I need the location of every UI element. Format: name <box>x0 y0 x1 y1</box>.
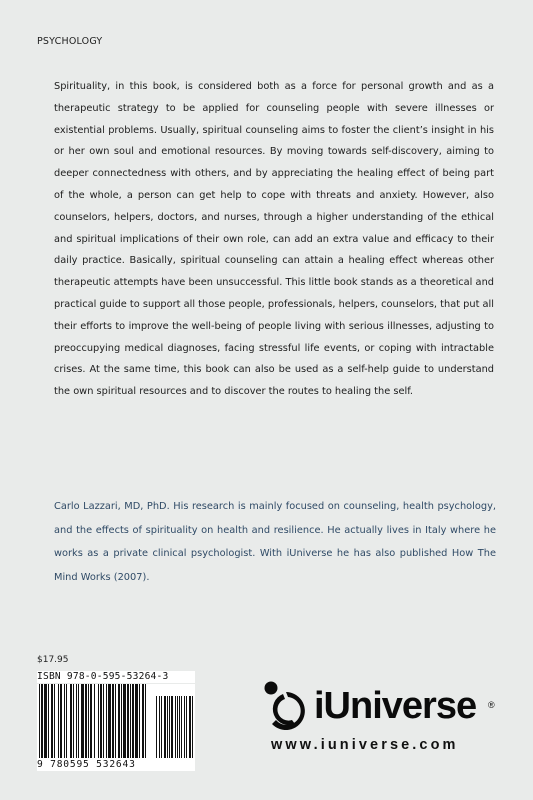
book-description: Spirituality, in this book, is considered both as a force for personal growth and as a therapeutic strategy to be applied for counseling people with severe illnesses or existential problems. Usually, spiritual counseling aims to foster the client’s insight in his or her own soul and emotional resources. By moving towards self-discovery, aiming to deeper connectedness with others, and by appreciating the healing effect of being part of the whole, a person can get help to cope with threats and anxiety. However, also counselors, helpers, doctors, and nurses, through a higher understanding of the ethical and spiritual implications of their own role, can add an extra value and efficacy to their daily practice. Basically, spiritual counseling can attain a healing effect whereas other therapeutic attempts have been unsuccessful. This little book stands as a theoretical and practical guide to support all those people, professionals, helpers, counselors, that put all their efforts to improve the well-being of people living with serious illnesses, adjusting to preoccupying medical diagnoses, facing stressful life events, or coping with intractable crises. At the same time, this book can also be used as a self-help guide to understand the own spiritual resources and to discover the routes to healing the self. <box>54 81 495 398</box>
registered-mark: ® <box>488 700 495 710</box>
price-label: $17.95 <box>37 655 69 665</box>
isbn-label: ISBN 978-0-595-53264-3 <box>37 671 195 683</box>
ean-digits: 9 780595 532643 <box>37 758 195 771</box>
publisher-website: www.iuniverse.com <box>271 737 459 753</box>
author-bio: Carlo Lazzari, MD, PhD. His research is mainly focused on counseling, health psychology, and the effects of spirituality on health and resilience. He actually lives in Italy where he works as a private clinical psychologist. With iUniverse he has also published How The Mind Works (2007). <box>54 501 496 583</box>
iuniverse-logo-icon <box>262 680 312 732</box>
category-label: PSYCHOLOGY <box>37 36 103 47</box>
publisher-logo <box>262 680 502 736</box>
barcode-bars <box>37 684 195 758</box>
publisher-wordmark: iUniverse <box>314 685 477 727</box>
isbn-barcode <box>37 671 195 771</box>
